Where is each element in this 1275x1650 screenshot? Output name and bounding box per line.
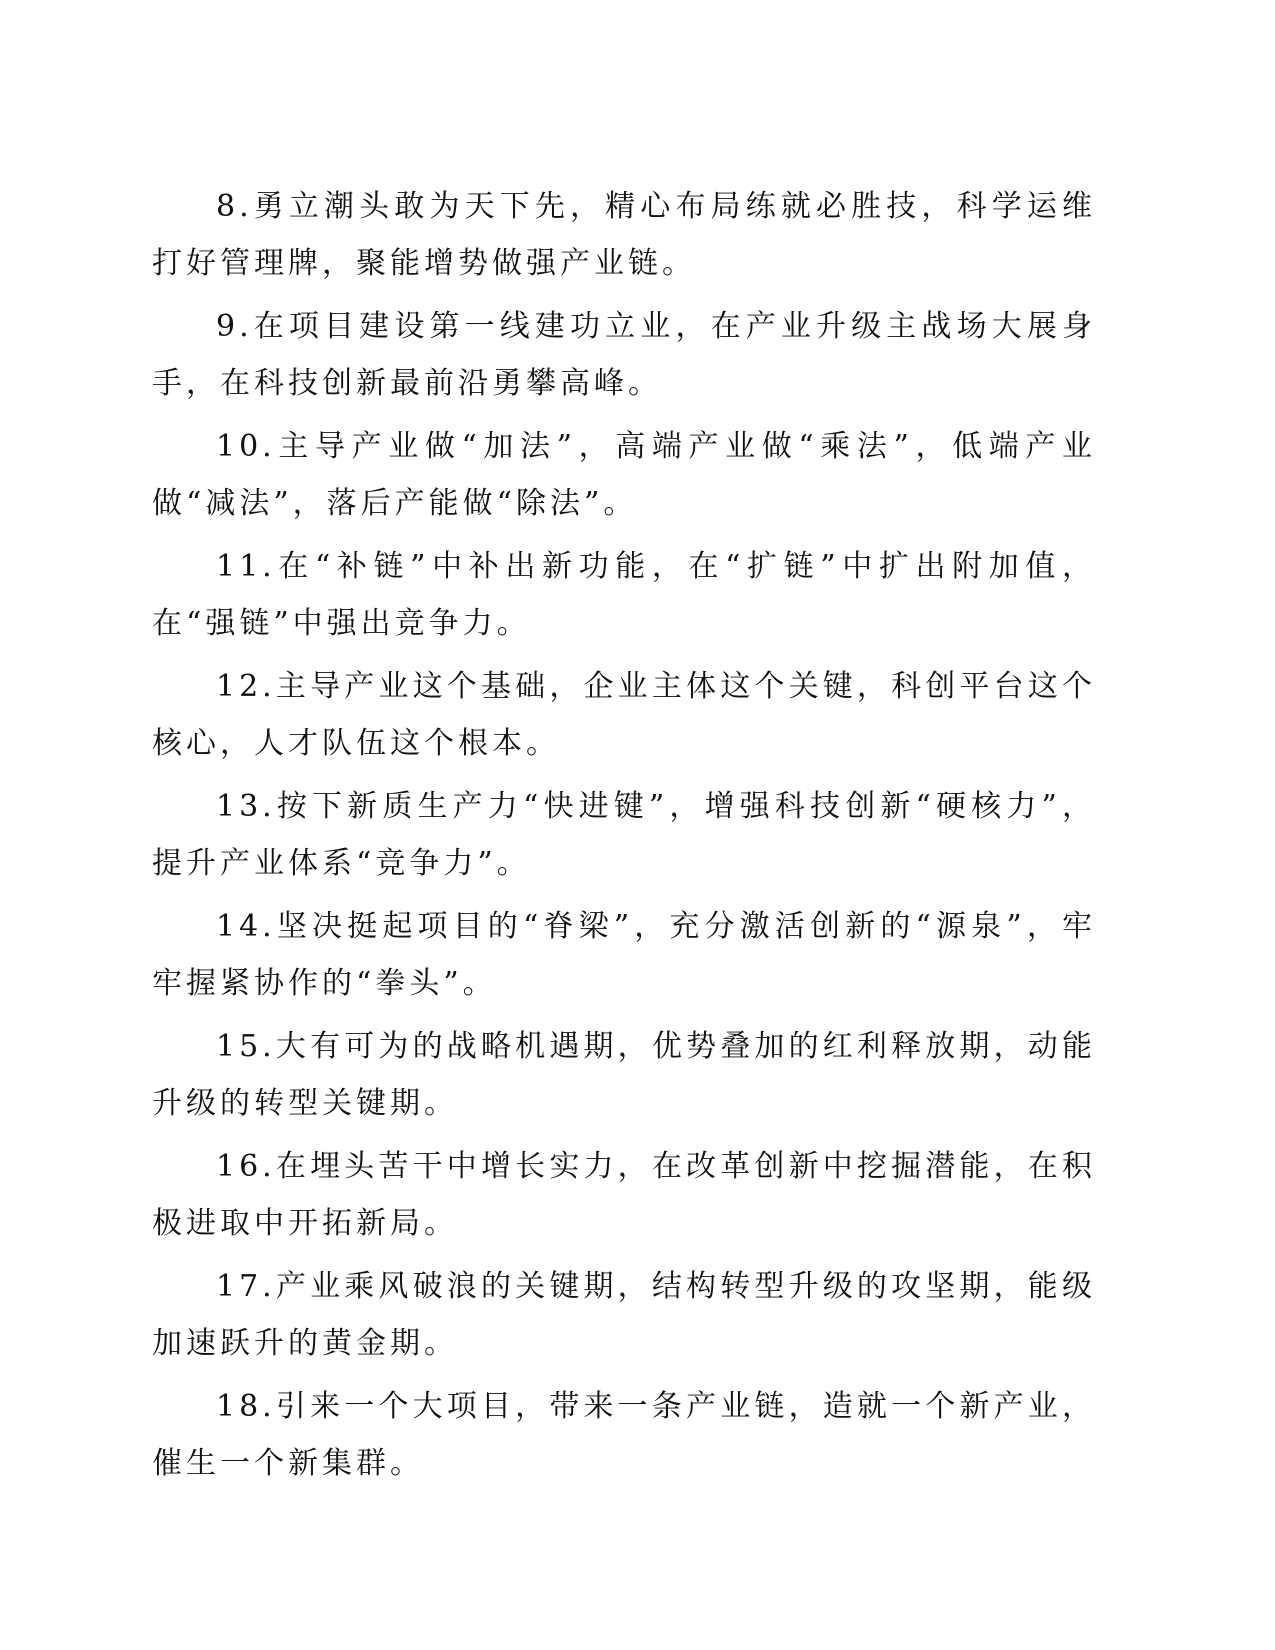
paragraph-11: 11.在“补链”中补出新功能，在“扩链”中扩出附加值，在“强链”中强出竞争力。 bbox=[152, 549, 1096, 641]
document-body bbox=[152, 178, 1096, 1498]
paragraph-13: 13.按下新质生产力“快进键”，增强科技创新“硬核力”，提升产业体系“竞争力”。 bbox=[152, 789, 1096, 881]
paragraph-10: 10.主导产业做“加法”，高端产业做“乘法”，低端产业做“减法”，落后产能做“除法”。 bbox=[152, 429, 1096, 521]
paragraph-17: 17.产业乘风破浪的关键期，结构转型升级的攻坚期，能级加速跃升的黄金期。 bbox=[152, 1269, 1096, 1361]
paragraph-15: 15.大有可为的战略机遇期，优势叠加的红利释放期，动能升级的转型关键期。 bbox=[152, 1029, 1096, 1121]
paragraph-14: 14.坚决挺起项目的“脊梁”，充分激活创新的“源泉”，牢牢握紧协作的“拳头”。 bbox=[152, 909, 1096, 1001]
paragraph-18: 18.引来一个大项目，带来一条产业链，造就一个新产业，催生一个新集群。 bbox=[152, 1389, 1096, 1481]
paragraph-16: 16.在埋头苦干中增长实力，在改革创新中挖掘潜能，在积极进取中开拓新局。 bbox=[152, 1149, 1096, 1241]
paragraph-12: 12.主导产业这个基础，企业主体这个关键，科创平台这个核心，人才队伍这个根本。 bbox=[152, 669, 1096, 761]
paragraph-9: 9.在项目建设第一线建功立业，在产业升级主战场大展身手，在科技创新最前沿勇攀高峰。 bbox=[152, 309, 1096, 401]
paragraph-8: 8.勇立潮头敢为天下先，精心布局练就必胜技，科学运维打好管理牌，聚能增势做强产业链。 bbox=[152, 189, 1096, 281]
